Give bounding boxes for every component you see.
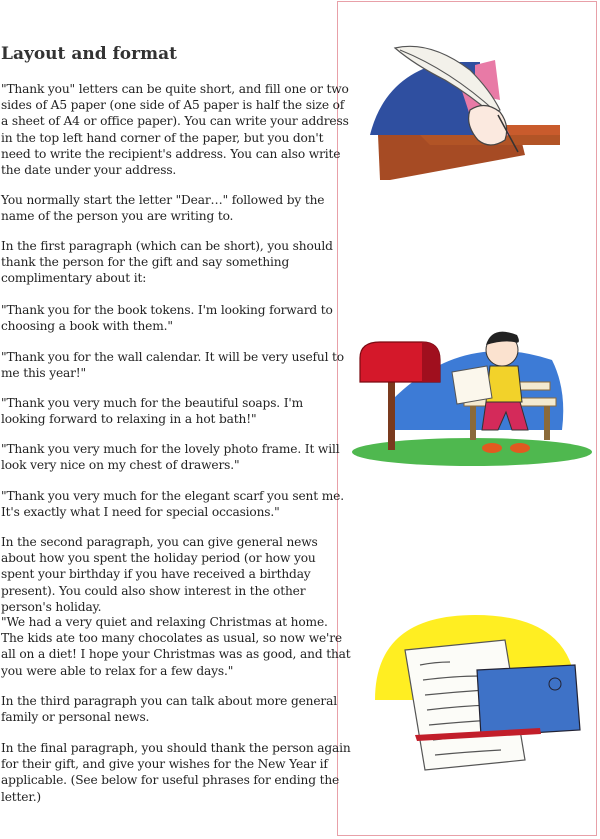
boy-reading-letter-illustration <box>352 320 592 470</box>
paragraph-first: In the first paragraph (which can be short), you should thank the person for the gift and say something complimentary about it: <box>1 239 333 286</box>
example-photo-frame: "Thank you very much for the lovely photo frame. It will look very nice on my chest of drawers." <box>1 442 340 473</box>
example-wall-calendar: "Thank you for the wall calendar. It will be very useful to me this year!" <box>1 350 344 381</box>
paragraph-dear: You normally start the letter "Dear…" followed by the name of the person you are writing to. <box>1 193 325 224</box>
example-soaps: "Thank you very much for the beautiful soaps. I'm looking forward to relaxing in a hot bath!" <box>1 396 304 427</box>
section-heading: Layout and format <box>1 44 177 64</box>
paragraph-third: In the third paragraph you can talk about more general family or personal news. <box>1 694 337 725</box>
quill-writing-illustration <box>360 40 570 180</box>
example-scarf: "Thank you very much for the elegant scarf you sent me. It's exactly what I need for special occasions." <box>1 489 344 520</box>
example-christmas-news: "We had a very quiet and relaxing Christmas at home. The kids ate too many chocolates as usual, so now we're all on a diet! I hope your Christmas was as good, and that you were able to relax for a few days." <box>1 615 351 678</box>
example-book-tokens: "Thank you for the book tokens. I'm looking forward to choosing a book with them." <box>1 303 333 334</box>
letter-and-envelope-illustration <box>365 610 590 775</box>
paragraph-second: In the second paragraph, you can give general news about how you spent the holiday period (or how you spent your birthday if you have received a birthday present). You could also show interest in the other person's holiday. <box>1 535 318 614</box>
paragraph-intro: "Thank you" letters can be quite short, and fill one or two sides of A5 paper (one side of A5 paper is half the size of a sheet of A4 or office paper). You can write your address in the top left hand corner of the paper, but you don't need to write the recipient's address. You can also write the date under your address. <box>1 82 349 178</box>
paragraph-final: In the final paragraph, you should thank the person again for their gift, and give your wishes for the New Year if applicable. (See below for useful phrases for ending the letter.) <box>1 741 351 804</box>
